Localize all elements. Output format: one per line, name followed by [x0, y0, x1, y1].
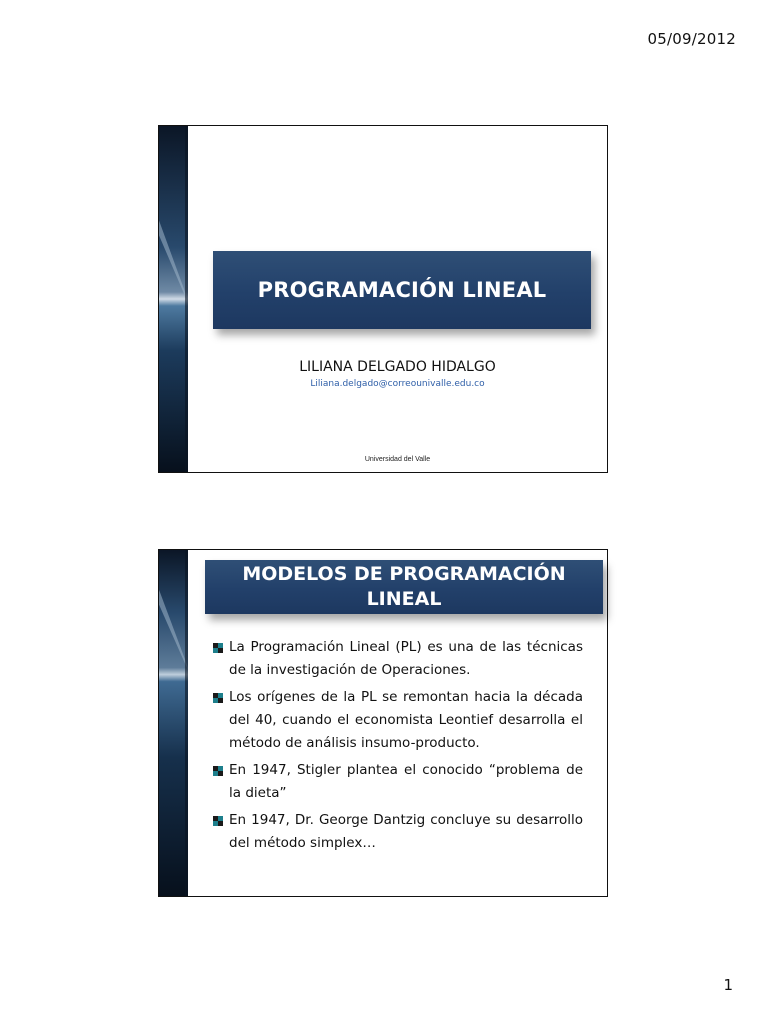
institution-name: Universidad del Valle — [364, 456, 431, 463]
bullet-list — [213, 636, 583, 859]
side-band-decoration — [159, 126, 188, 472]
bullet-text: En 1947, Dr. George Dantzig concluye su desarrollo del método simplex… — [229, 812, 583, 851]
checker-bullet-icon — [213, 816, 223, 826]
page-number: 1 — [723, 976, 733, 994]
checker-bullet-icon — [213, 693, 223, 703]
slide-title-box: MODELOS DE PROGRAMACIÓN LINEAL — [205, 560, 603, 614]
bullet-item — [213, 809, 583, 855]
checker-bullet-icon — [213, 766, 223, 776]
bullet-text: En 1947, Stigler plantea el conocido “problema de la dieta” — [229, 762, 583, 801]
author-email-link[interactable]: Liliana.delgado@correounivalle.edu.co — [310, 379, 485, 389]
checker-bullet-icon — [213, 643, 223, 653]
bullet-text: La Programación Lineal (PL) es una de las técnicas de la investigación de Operaciones. — [229, 639, 583, 678]
bullet-text: Los orígenes de la PL se remontan hacia la década del 40, cuando el economista Leontief desarrolla el método de análisis insumo-producto. — [229, 689, 583, 751]
side-band-decoration — [159, 550, 188, 896]
bullet-item — [213, 686, 583, 755]
bullet-item — [213, 759, 583, 805]
slide-title-box: PROGRAMACIÓN LINEAL — [213, 251, 591, 329]
author-name: LILIANA DELGADO HIDALGO — [299, 359, 496, 375]
bullet-item — [213, 636, 583, 682]
page-date: 05/09/2012 — [647, 30, 736, 48]
slide-title — [158, 125, 608, 473]
slide-content — [158, 549, 608, 897]
